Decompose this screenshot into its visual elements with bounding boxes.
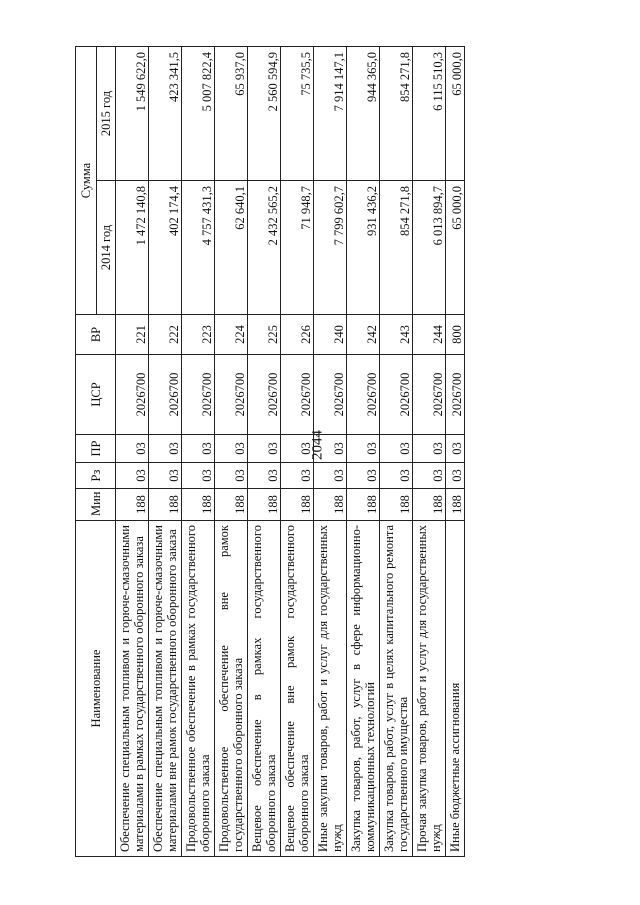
cell-csr: 2026700 (215, 355, 248, 435)
cell-min: 188 (413, 489, 446, 521)
cell-y2014: 71 948,7 (281, 181, 314, 315)
cell-pr: 03 (116, 435, 149, 463)
cell-vr: 240 (314, 315, 347, 355)
cell-rz: 03 (182, 463, 215, 489)
cell-min: 188 (248, 489, 281, 521)
table-row (149, 47, 182, 857)
cell-vr: 800 (446, 315, 465, 355)
cell-pr: 03 (314, 435, 347, 463)
cell-name: Продовольственное обеспечение вне рамок государственного оборонного заказа (215, 521, 248, 857)
cell-csr: 2026700 (182, 355, 215, 435)
cell-vr: 244 (413, 315, 446, 355)
cell-y2015: 75 735,5 (281, 47, 314, 181)
header-row (76, 47, 97, 857)
cell-name: Вещевое обеспечение вне рамок государственного оборонного заказа (281, 521, 314, 857)
page-number: 2044 (309, 430, 326, 460)
header-name: Наименование (76, 521, 116, 857)
cell-name: Иные закупки товаров, работ и услуг для государственных нужд (314, 521, 347, 857)
cell-min: 188 (116, 489, 149, 521)
cell-name: Прочая закупка товаров, работ и услуг для государственных нужд (413, 521, 446, 857)
cell-y2014: 402 174,4 (149, 181, 182, 315)
cell-vr: 223 (182, 315, 215, 355)
cell-csr: 2026700 (281, 355, 314, 435)
cell-pr: 03 (281, 435, 314, 463)
header-csr: ЦСР (76, 355, 116, 435)
cell-csr: 2026700 (380, 355, 413, 435)
cell-vr: 242 (347, 315, 380, 355)
cell-name: Продовольственное обеспечение в рамках государственного оборонного заказа (182, 521, 215, 857)
cell-pr: 03 (215, 435, 248, 463)
cell-pr: 03 (182, 435, 215, 463)
cell-y2015: 65 000,0 (446, 47, 465, 181)
table-row (281, 47, 314, 857)
table-row (182, 47, 215, 857)
cell-y2014: 6 013 894,7 (413, 181, 446, 315)
rotated-page (75, 47, 598, 857)
cell-y2015: 854 271,8 (380, 47, 413, 181)
table-row (248, 47, 281, 857)
table-row (116, 47, 149, 857)
cell-y2014: 854 271,8 (380, 181, 413, 315)
cell-vr: 222 (149, 315, 182, 355)
cell-vr: 221 (116, 315, 149, 355)
cell-rz: 03 (314, 463, 347, 489)
cell-pr: 03 (380, 435, 413, 463)
cell-y2014: 2 432 565,2 (248, 181, 281, 315)
cell-y2015: 2 560 594,9 (248, 47, 281, 181)
header-vr: ВР (76, 315, 116, 355)
cell-y2015: 6 115 510,3 (413, 47, 446, 181)
cell-y2014: 931 436,2 (347, 181, 380, 315)
header-sum: Сумма (76, 47, 97, 315)
cell-y2014: 65 000,0 (446, 181, 465, 315)
table-body (116, 47, 465, 857)
cell-y2015: 7 914 147,1 (314, 47, 347, 181)
table-row (413, 47, 446, 857)
budget-table (75, 46, 465, 857)
cell-min: 188 (446, 489, 465, 521)
cell-csr: 2026700 (413, 355, 446, 435)
table-row (446, 47, 465, 857)
cell-name: Обеспечение специальным топливом и горюче-смазочными материалами вне рамок государственного оборонного заказа (149, 521, 182, 857)
cell-pr: 03 (413, 435, 446, 463)
cell-rz: 03 (347, 463, 380, 489)
cell-rz: 03 (215, 463, 248, 489)
cell-min: 188 (215, 489, 248, 521)
cell-rz: 03 (446, 463, 465, 489)
cell-name: Закупка товаров, работ, услуг в сфере информационно-коммуникационных технологий (347, 521, 380, 857)
cell-pr: 03 (248, 435, 281, 463)
cell-csr: 2026700 (116, 355, 149, 435)
cell-y2014: 4 757 431,3 (182, 181, 215, 315)
cell-csr: 2026700 (149, 355, 182, 435)
cell-csr: 2026700 (347, 355, 380, 435)
table-row (380, 47, 413, 857)
cell-rz: 03 (248, 463, 281, 489)
header-min: Мин (76, 489, 116, 521)
cell-vr: 224 (215, 315, 248, 355)
cell-y2014: 62 640,1 (215, 181, 248, 315)
cell-rz: 03 (116, 463, 149, 489)
header-pr: ПР (76, 435, 116, 463)
cell-y2015: 5 007 822,4 (182, 47, 215, 181)
cell-min: 188 (314, 489, 347, 521)
cell-y2015: 1 549 622,0 (116, 47, 149, 181)
header-rz: Рз (76, 463, 116, 489)
cell-rz: 03 (281, 463, 314, 489)
cell-min: 188 (347, 489, 380, 521)
cell-y2014: 1 472 140,8 (116, 181, 149, 315)
cell-y2015: 944 365,0 (347, 47, 380, 181)
cell-min: 188 (380, 489, 413, 521)
cell-pr: 03 (446, 435, 465, 463)
cell-rz: 03 (149, 463, 182, 489)
header-2015: 2015 год (97, 47, 116, 181)
cell-csr: 2026700 (248, 355, 281, 435)
header-2014: 2014 год (97, 181, 116, 315)
cell-name: Закупка товаров, работ, услуг в целях капитального ремонта государственного имущества (380, 521, 413, 857)
cell-min: 188 (149, 489, 182, 521)
table-row (314, 47, 347, 857)
cell-name: Обеспечение специальным топливом и горюче-смазочными материалами в рамках государственного оборонного заказа (116, 521, 149, 857)
cell-csr: 2026700 (314, 355, 347, 435)
cell-vr: 226 (281, 315, 314, 355)
cell-pr: 03 (347, 435, 380, 463)
cell-pr: 03 (149, 435, 182, 463)
cell-rz: 03 (413, 463, 446, 489)
cell-y2014: 7 799 602,7 (314, 181, 347, 315)
cell-name: Иные бюджетные ассигнования (446, 521, 465, 857)
cell-csr: 2026700 (446, 355, 465, 435)
cell-vr: 225 (248, 315, 281, 355)
table-row (347, 47, 380, 857)
cell-min: 188 (182, 489, 215, 521)
cell-y2015: 423 341,5 (149, 47, 182, 181)
cell-y2015: 65 937,0 (215, 47, 248, 181)
table-row (215, 47, 248, 857)
cell-name: Вещевое обеспечение в рамках государственного оборонного заказа (248, 521, 281, 857)
cell-rz: 03 (380, 463, 413, 489)
cell-min: 188 (281, 489, 314, 521)
cell-vr: 243 (380, 315, 413, 355)
